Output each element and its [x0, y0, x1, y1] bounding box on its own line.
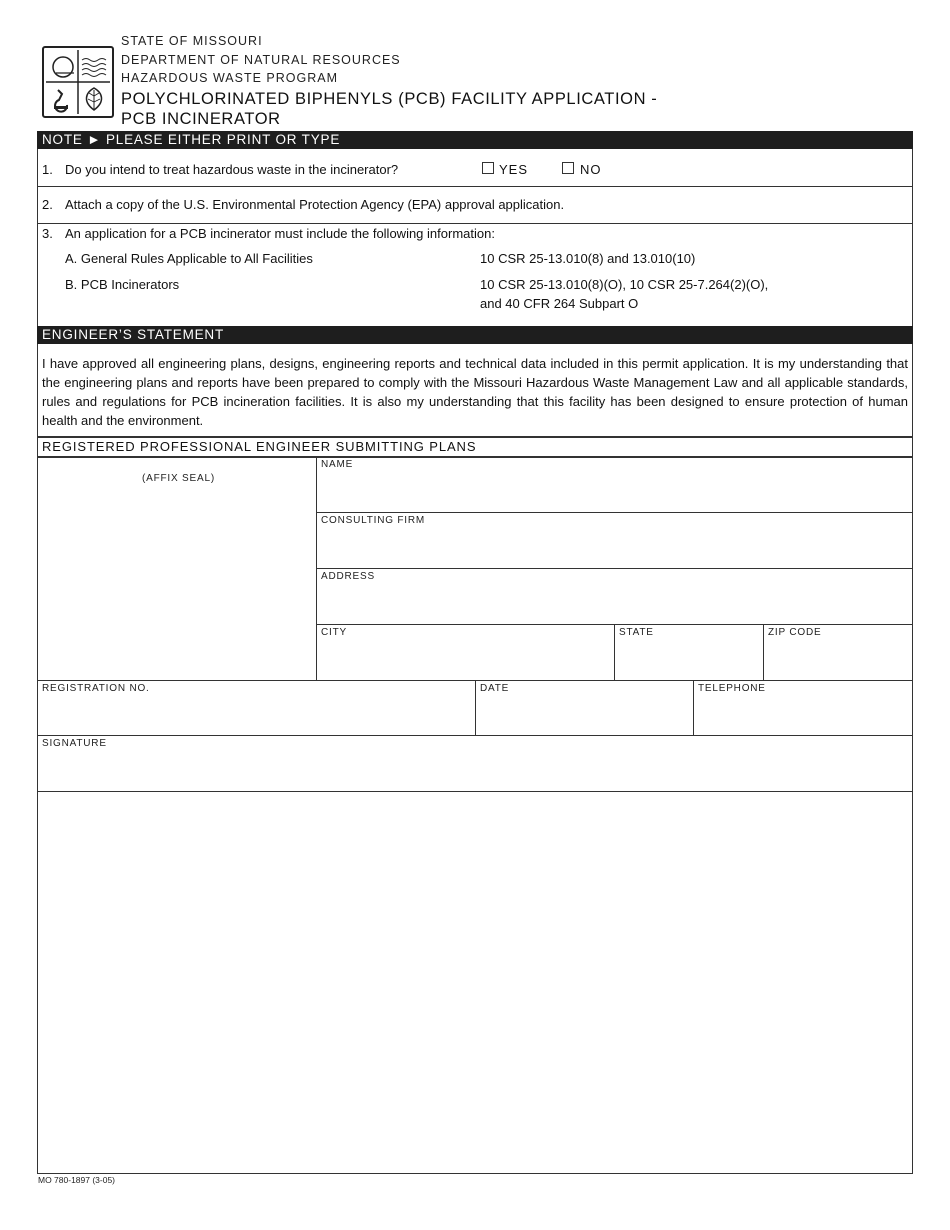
address-label: ADDRESS: [321, 571, 375, 582]
telephone-field[interactable]: [694, 682, 912, 735]
date-field[interactable]: [476, 682, 692, 735]
agency-program: HAZARDOUS WASTE PROGRAM: [121, 71, 338, 85]
q1-number: 1.: [42, 162, 53, 177]
zip-code-label: ZIP CODE: [768, 627, 822, 638]
q2-text: Attach a copy of the U.S. Environmental Protection Agency (EPA) approval application.: [65, 197, 565, 212]
q3-a-label: A. General Rules Applicable to All Facilities: [65, 251, 313, 266]
q3-a-reference: 10 CSR 25-13.010(8) and 13.010(10): [480, 251, 696, 266]
telephone-label: TELEPHONE: [698, 683, 766, 694]
address-field[interactable]: [317, 570, 912, 625]
registration-number-label: REGISTRATION NO.: [42, 683, 150, 694]
engineer-statement-text: I have approved all engineering plans, designs, engineering reports and technical data included in this permit application. It is my understanding that the engineering plans and reports have been prepared to comply with the Missouri Hazardous Waste Management Law and all applicable standards, rules and regulations for PCB incineration facilities. It is also my understanding that this facility has been designed to ensure protection of human health and the environment.: [42, 356, 908, 428]
signature-field[interactable]: [38, 737, 912, 791]
agency-department: DEPARTMENT OF NATURAL RESOURCES: [121, 53, 401, 67]
city-field[interactable]: [317, 626, 614, 681]
engineer-statement-bar: ENGINEER’S STATEMENT: [37, 326, 913, 344]
q1-yes-checkbox[interactable]: [482, 162, 494, 174]
q2-number: 2.: [42, 197, 53, 212]
name-label: NAME: [321, 459, 354, 470]
rpe-header: REGISTERED PROFESSIONAL ENGINEER SUBMITTING PLANS: [42, 439, 477, 454]
q3-text: An application for a PCB incinerator must include the following information:: [65, 226, 495, 241]
affix-seal-label: (AFFIX SEAL): [142, 473, 215, 484]
city-label: CITY: [321, 627, 347, 638]
form-title-line2: PCB INCINERATOR: [121, 110, 281, 128]
q3-number: 3.: [42, 226, 53, 241]
q1-yes-label: YES: [499, 162, 529, 177]
state-label: STATE: [619, 627, 654, 638]
q1-no-label: NO: [580, 162, 602, 177]
zip-code-field[interactable]: [764, 626, 912, 681]
note-bar: NOTE ► PLEASE EITHER PRINT OR TYPE: [37, 131, 913, 149]
form-number: MO 780-1897 (3-05): [38, 1175, 116, 1185]
q1-no-checkbox[interactable]: [562, 162, 574, 174]
registration-number-field[interactable]: [38, 682, 474, 735]
q3-b-reference-line1: 10 CSR 25-13.010(8)(O), 10 CSR 25-7.264(2)(O),: [480, 277, 769, 292]
form-title-line1: POLYCHLORINATED BIPHENYLS (PCB) FACILITY APPLICATION -: [121, 90, 658, 108]
name-field[interactable]: [317, 458, 912, 513]
dnr-logo: [42, 46, 114, 118]
q3-b-reference-line2: and 40 CFR 264 Subpart O: [480, 296, 639, 311]
consulting-firm-label: CONSULTING FIRM: [321, 515, 426, 526]
q1-text: Do you intend to treat hazardous waste in the incinerator?: [65, 162, 399, 177]
state-field[interactable]: [615, 626, 763, 681]
date-label: DATE: [480, 683, 510, 694]
q3-b-label: B. PCB Incinerators: [65, 277, 180, 292]
consulting-firm-field[interactable]: [317, 514, 912, 569]
signature-label: SIGNATURE: [42, 738, 107, 749]
agency-state: STATE OF MISSOURI: [121, 34, 263, 48]
